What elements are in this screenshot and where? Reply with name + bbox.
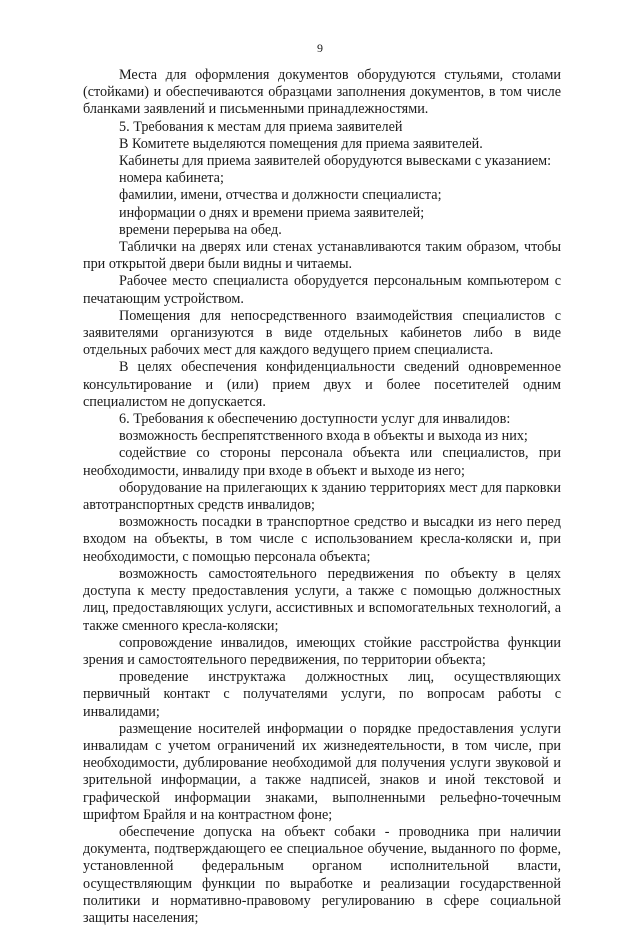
list-item-escort: сопровождение инвалидов, имеющих стойкие расстройства функции зрения и самостоятельного передвижения, по территории объекта; [83, 634, 561, 668]
document-body [83, 67, 561, 927]
list-item-staff-assistance: содействие со стороны персонала объекта или специалистов, при необходимости, инвалиду при входе в объект и выходе из него; [83, 445, 561, 479]
paragraph-documents-places: Места для оформления документов оборудуются стульями, столами (стойками) и обеспечиваются образцами заполнения документов, в том числе бланками заявлений и письменными принадлежностями. [83, 67, 561, 118]
list-item-specialist-name: фамилии, имени, отчества и должности специалиста; [119, 187, 442, 204]
paragraph-workplace-computer: Рабочее место специалиста оборудуется персональным компьютером с печатающим устройством. [83, 273, 561, 307]
paragraph-door-plates: Таблички на дверях или стенах устанавливаются таким образом, чтобы при открытой двери были видны и читаемы. [83, 239, 561, 273]
page-number: 9 [317, 41, 323, 55]
list-item-cabinet-number: номера кабинета; [119, 170, 224, 187]
list-item-lunch-break: времени перерыва на обед. [119, 221, 282, 238]
list-item-independent-movement: возможность самостоятельного передвижения по объекту в целях доступа к месту предоставления услуги, а также с помощью должностных лиц, предоставляющих услуги, ассистивных и вспомогательных технологий, а также сменного кресла-коляски; [83, 565, 561, 634]
paragraph-interaction-rooms: Помещения для непосредственного взаимодействия специалистов с заявителями организуются в виде отдельных кабинетов либо в виде отдельных рабочих мест для каждого ведущего прием специалиста. [83, 307, 561, 359]
list-item-free-access: возможность беспрепятственного входа в объекты и выхода из них; [119, 428, 528, 445]
list-item-parking: оборудование на прилегающих к зданию территориях мест для парковки автотранспортных средств инвалидов; [83, 479, 561, 514]
paragraph-committee-rooms: В Комитете выделяются помещения для приема заявителей. [119, 135, 483, 152]
list-item-staff-briefing: проведение инструктажа должностных лиц, осуществляющих первичный контакт с получателями услуги, по вопросам работы с инвалидами; [83, 669, 561, 720]
heading-section-5: 5. Требования к местам для приема заявителей [119, 118, 403, 135]
paragraph-cabinet-signs: Кабинеты для приема заявителей оборудуются вывесками с указанием: [119, 153, 552, 170]
list-item-guide-dog: обеспечение допуска на объект собаки - проводника при наличии документа, подтверждающего ее специальное обучение, выданного по форме, установленной федеральным органом исполнительной власти, осуществляющим функции по выработке и реализации государственной политики и нормативно-правовому регулированию в сфере социальной защиты населения; [83, 823, 561, 926]
list-item-transport-boarding: возможность посадки в транспортное средство и высадки из него перед входом на объекты, в том числе с использованием кресла-коляски и, при необходимости, с помощью персонала объекта; [83, 514, 561, 565]
list-item-information-carriers: размещение носителей информации о порядке предоставления услуги инвалидам с учетом ограничений их жизнедеятельности, в том числе, при необходимости, дублирование необходимой для получения услуги звуковой и зрительной информации, а также надписей, знаков и иной текстовой и графической информации знаками, выполненными рельефно-точечным шрифтом Брайля и на контрастном фоне; [83, 720, 561, 823]
list-item-reception-days: информации о днях и времени приема заявителей; [119, 204, 425, 221]
paragraph-confidentiality: В целях обеспечения конфиденциальности сведений одновременное консультирование и (или) прием двух и более посетителей одним специалистом не допускается. [83, 359, 561, 410]
heading-section-6: 6. Требования к обеспечению доступности услуг для инвалидов: [119, 411, 511, 428]
